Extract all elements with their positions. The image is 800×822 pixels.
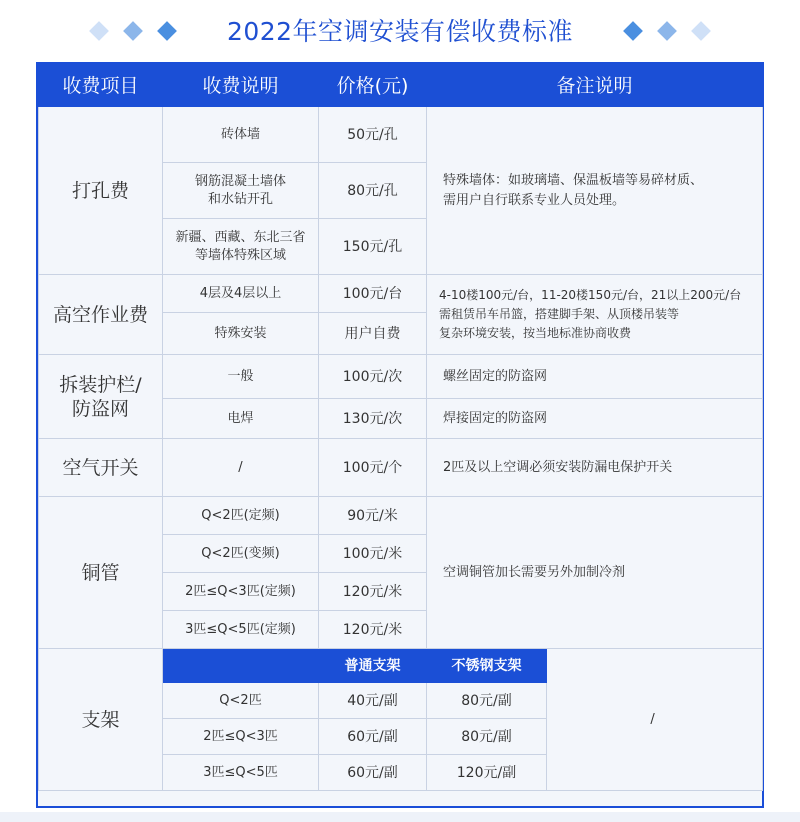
table-row	[39, 439, 763, 497]
table-row	[39, 355, 763, 399]
fee-table	[38, 64, 763, 791]
row-desc: 特殊安装	[163, 313, 319, 355]
row-price-normal: 40元/副	[319, 683, 427, 719]
table-row	[39, 107, 763, 163]
bracket-subheader-normal: 普通支架	[319, 649, 427, 683]
row-note: 2匹及以上空调必须安装防漏电保护开关	[427, 439, 763, 497]
bracket-subheader-blank	[163, 649, 319, 683]
row-price-normal: 60元/副	[319, 755, 427, 791]
row-desc: Q<2匹	[163, 683, 319, 719]
row-price: 100元/米	[319, 535, 427, 573]
row-note: 焊接固定的防盗网	[427, 399, 763, 439]
category-guardrail: 拆装护栏/ 防盗网	[39, 355, 163, 439]
header-price: 价格(元)	[319, 65, 427, 107]
row-price-steel: 120元/副	[427, 755, 547, 791]
row-desc: Q<2匹(定频)	[163, 497, 319, 535]
row-desc: /	[163, 439, 319, 497]
copper-note: 空调铜管加长需要另外加制冷剂	[427, 497, 763, 649]
row-price-steel: 80元/副	[427, 719, 547, 755]
bracket-note: /	[547, 649, 763, 791]
row-price-normal: 60元/副	[319, 719, 427, 755]
row-price: 100元/台	[319, 275, 427, 313]
row-price: 120元/米	[319, 611, 427, 649]
row-desc: 新疆、西藏、东北三省 等墙体特殊区域	[163, 219, 319, 275]
row-price: 50元/孔	[319, 107, 427, 163]
category-bracket: 支架	[39, 649, 163, 791]
row-desc: 电焊	[163, 399, 319, 439]
row-price: 100元/次	[319, 355, 427, 399]
row-desc: Q<2匹(变频)	[163, 535, 319, 573]
row-desc: 3匹≤Q<5匹	[163, 755, 319, 791]
table-row	[39, 649, 763, 683]
row-price: 90元/米	[319, 497, 427, 535]
row-desc: 2匹≤Q<3匹(定频)	[163, 573, 319, 611]
row-price: 120元/米	[319, 573, 427, 611]
table-row	[39, 497, 763, 535]
row-note: 螺丝固定的防盗网	[427, 355, 763, 399]
page-header	[0, 0, 800, 60]
header-row	[39, 65, 763, 107]
row-desc: 4层及4层以上	[163, 275, 319, 313]
row-desc: 钢筋混凝土墙体 和水钻开孔	[163, 163, 319, 219]
category-drilling: 打孔费	[39, 107, 163, 275]
row-price: 100元/个	[319, 439, 427, 497]
drilling-note: 特殊墙体：如玻璃墙、保温板墙等易碎材质、 需用户自行联系专业人员处理。	[427, 107, 763, 275]
header-item: 收费项目	[39, 65, 163, 107]
row-desc: 砖体墙	[163, 107, 319, 163]
high-altitude-note: 4-10楼100元/台，11-20楼150元/台，21以上200元/台 需租赁吊车吊篮，搭建脚手架、从顶楼吊装等 复杂环境安装，按当地标准协商收费	[427, 275, 763, 355]
row-price-steel: 80元/副	[427, 683, 547, 719]
row-desc: 3匹≤Q<5匹(定频)	[163, 611, 319, 649]
row-price: 130元/次	[319, 399, 427, 439]
category-copper: 铜管	[39, 497, 163, 649]
header-remarks: 备注说明	[427, 65, 763, 107]
row-desc: 一般	[163, 355, 319, 399]
category-high-altitude: 高空作业费	[39, 275, 163, 355]
row-price: 80元/孔	[319, 163, 427, 219]
row-price: 150元/孔	[319, 219, 427, 275]
bracket-subheader-steel: 不锈钢支架	[427, 649, 547, 683]
header-description: 收费说明	[163, 65, 319, 107]
page-title: 2022年空调安装有偿收费标准	[226, 17, 574, 46]
table-row	[39, 275, 763, 313]
row-price: 用户自费	[319, 313, 427, 355]
row-desc: 2匹≤Q<3匹	[163, 719, 319, 755]
bottom-strip	[0, 812, 800, 822]
category-air-switch: 空气开关	[39, 439, 163, 497]
